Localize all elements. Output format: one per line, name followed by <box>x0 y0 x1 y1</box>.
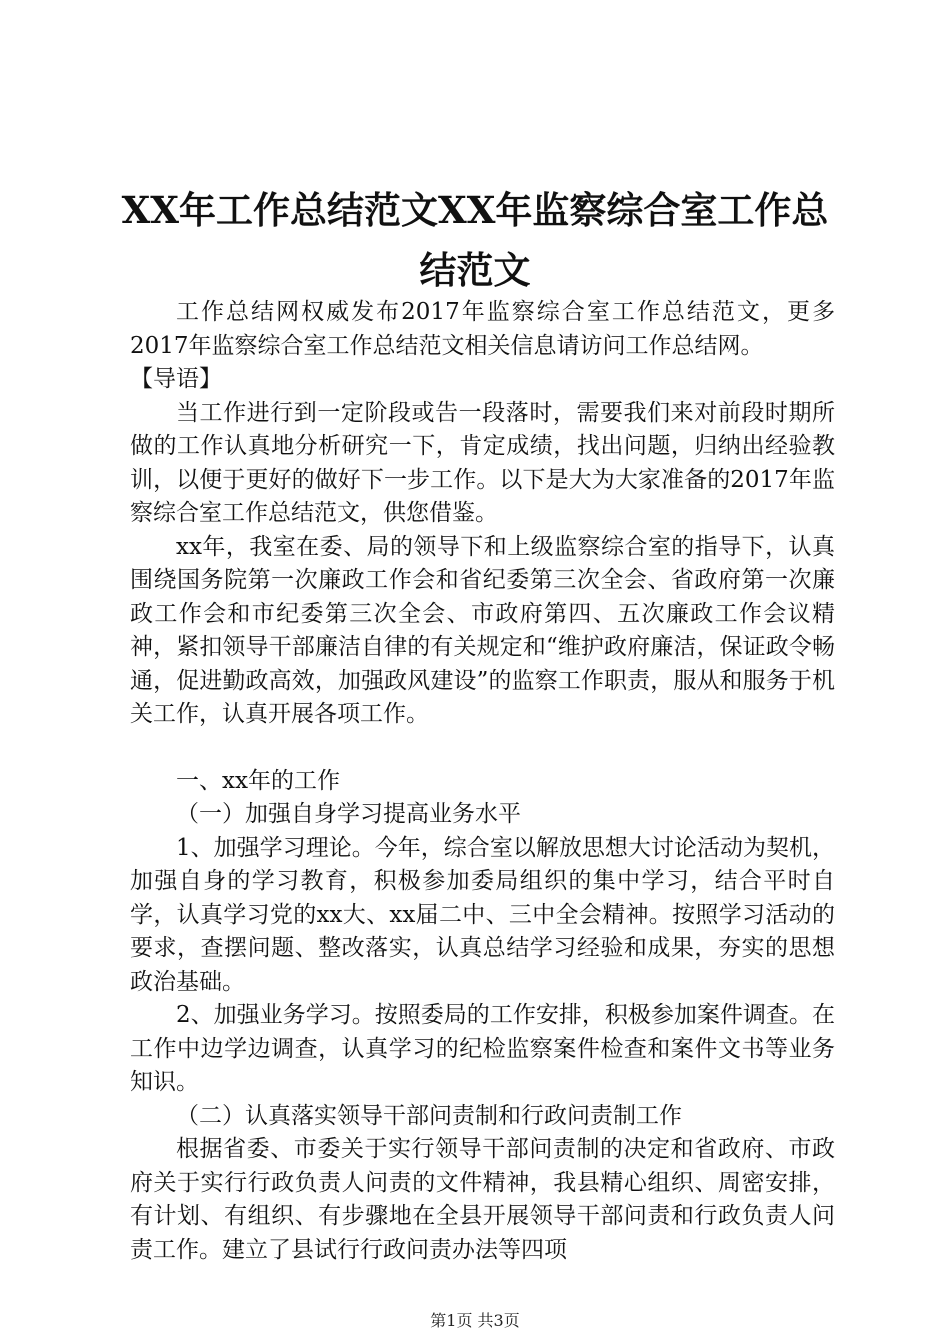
guide-heading: 【导语】 <box>130 366 222 392</box>
guide-paragraph: 当工作进行到一定阶段或告一段落时，需要我们来对前段时期所做的工作认真地分析研究一下，肯定成绩，找出问题，归纳出经验教训，以便于更好的做好下一步工作。以下是大为大家准备的2017年监察综合室工作总结范文，供您借鉴。 <box>130 399 835 526</box>
item-paragraph: 1、加强学习理论。今年，综合室以解放思想大讨论活动为契机，加强自身的学习教育，积极参加委局组织的集中学习，结合平时自学，认真学习党的xx大、xx届二中、三中全会精神。按照学习活动的要求，查摆问题、整改落实，认真总结学习经验和成果，夯实的思想政治基础。 <box>130 834 835 995</box>
document-body <box>130 296 835 1267</box>
subsection-heading: （一）加强自身学习提高业务水平 <box>176 801 521 827</box>
intro-paragraph: 工作总结网权威发布2017年监察综合室工作总结范文，更多2017年监察综合室工作总结范文相关信息请访问工作总结网。 <box>130 299 835 359</box>
item-paragraph: 2、加强业务学习。按照委局的工作安排，积极参加案件调查。在工作中边学边调查，认真学习的纪检监察案件检查和案件文书等业务知识。 <box>130 1002 835 1095</box>
overview-paragraph: xx年，我室在委、局的领导下和上级监察综合室的指导下，认真围绕国务院第一次廉政工作会和省纪委第三次全会、省政府第一次廉政工作会和市纪委第三次全会、市政府第四、五次廉政工作会议精神，紧扣领导干部廉洁自律的有关规定和“维护政府廉洁，保证政令畅通，促进勤政高效，加强政风建设”的监察工作职责，服从和服务于机关工作，认真开展各项工作。 <box>130 533 835 727</box>
paragraph-gap <box>130 732 835 765</box>
page-footer: 第1页 共3页 <box>430 1311 520 1330</box>
document-title: XX年工作总结范文XX年监察综合室工作总结范文 <box>121 188 829 292</box>
section-heading: 一、xx年的工作 <box>176 767 340 794</box>
body-paragraph: 根据省委、市委关于实行领导干部问责制的决定和省政府、市政府关于实行行政负责人问责的文件精神，我县精心组织、周密安排，有计划、有组织、有步骤地在全县开展领导干部问责和行政负责人问责工作。建立了县试行行政问责办法等四项 <box>130 1136 835 1263</box>
subsection-heading: （二）认真落实领导干部问责制和行政问责制工作 <box>176 1102 682 1129</box>
